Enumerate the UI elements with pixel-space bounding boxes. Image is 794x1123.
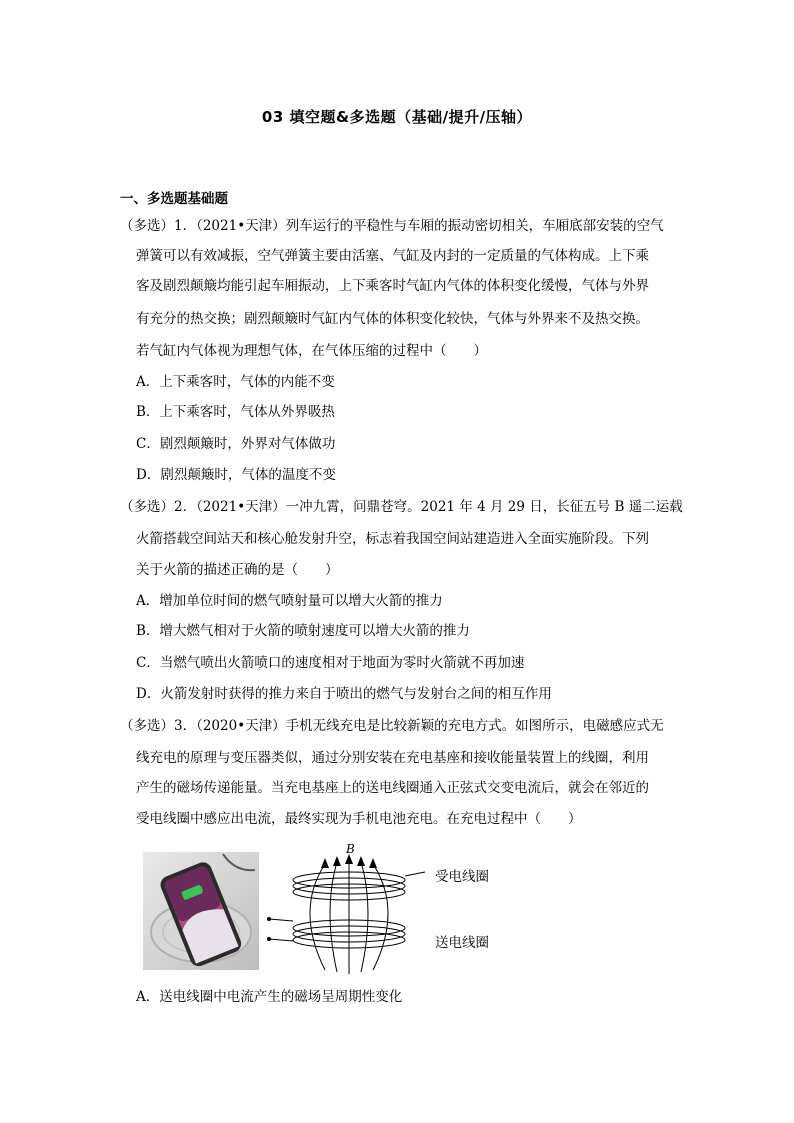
question-3-line: 产生的磁场传递能量。当充电基座上的送电线圈通入正弦式交变电流后，就会在邻近的 xyxy=(136,780,649,796)
send-coil-label: 送电线圈 xyxy=(435,935,489,951)
question-1-line: 有充分的热交换；剧烈颠簸时气缸内气体的体积变化较快，气体与外界来不及热交换。 xyxy=(136,311,649,327)
question-1-line: （多选）1．（2021•天津）列车运行的平稳性与车厢的振动密切相关，车厢底部安装的空气 xyxy=(120,218,664,234)
question-3-line: （多选）3．（2020•天津）手机无线充电是比较新颖的充电方式。如图所示，电磁感应式无 xyxy=(120,718,664,734)
question-2-line: （多选）2．（2021•天津）一冲九霄，问鼎苍穹。2021 年 4 月 29 日，长征五号 B 遥二运载 xyxy=(120,499,683,515)
question-1-line: 弹簧可以有效减振，空气弹簧主要由活塞、气缸及内封的一定质量的气体构成。上下乘 xyxy=(136,248,649,264)
page-title: 03 填空题&多选题（基础/提升/压轴） xyxy=(261,108,533,126)
question-2-option-c: C．当燃气喷出火箭喷口的速度相对于地面为零时火箭就不再加速 xyxy=(136,655,525,671)
question-3-line: 受电线圈中感应出电流，最终实现为手机电池充电。在充电过程中（ ） xyxy=(136,811,582,827)
phone-charging-photo xyxy=(143,852,259,970)
question-3-line: 线充电的原理与变压器类似，通过分别安装在充电基座和接收能量装置上的线圈，利用 xyxy=(136,750,649,766)
question-1-line: 若气缸内气体视为理想气体，在气体压缩的过程中（ ） xyxy=(136,343,487,359)
field-b-label: B xyxy=(346,842,355,856)
question-1-line: 客及剧烈颠簸均能引起车厢振动，上下乘客时气缸内气体的体积变化缓慢，气体与外界 xyxy=(136,278,649,294)
section-heading: 一、多选题基础题 xyxy=(120,191,228,207)
question-1-option-c: C．剧烈颠簸时，外界对气体做功 xyxy=(136,436,336,452)
question-2-option-b: B．增大燃气相对于火箭的喷射速度可以增大火箭的推力 xyxy=(136,623,470,639)
question-1-option-a: A．上下乘客时，气体的内能不变 xyxy=(136,374,335,390)
question-2-option-a: A．增加单位时间的燃气喷射量可以增大火箭的推力 xyxy=(136,593,443,609)
question-2-option-d: D．火箭发射时获得的推力来自于喷出的燃气与发射台之间的相互作用 xyxy=(136,686,552,702)
question-2-line: 火箭搭载空间站天和核心舱发射升空，标志着我国空间站建造进入全面实施阶段。下列 xyxy=(136,531,649,547)
question-1-option-d: D．剧烈颠簸时，气体的温度不变 xyxy=(136,467,336,483)
question-1-option-b: B．上下乘客时，气体从外界吸热 xyxy=(136,404,335,420)
question-2-line: 关于火箭的描述正确的是（ ） xyxy=(136,562,339,578)
receive-coil-label: 受电线圈 xyxy=(435,869,489,885)
coil-diagram xyxy=(265,840,505,980)
question-3-option-a: A．送电线圈中电流产生的磁场呈周期性变化 xyxy=(136,989,403,1005)
wireless-charger-illustration xyxy=(143,852,259,970)
